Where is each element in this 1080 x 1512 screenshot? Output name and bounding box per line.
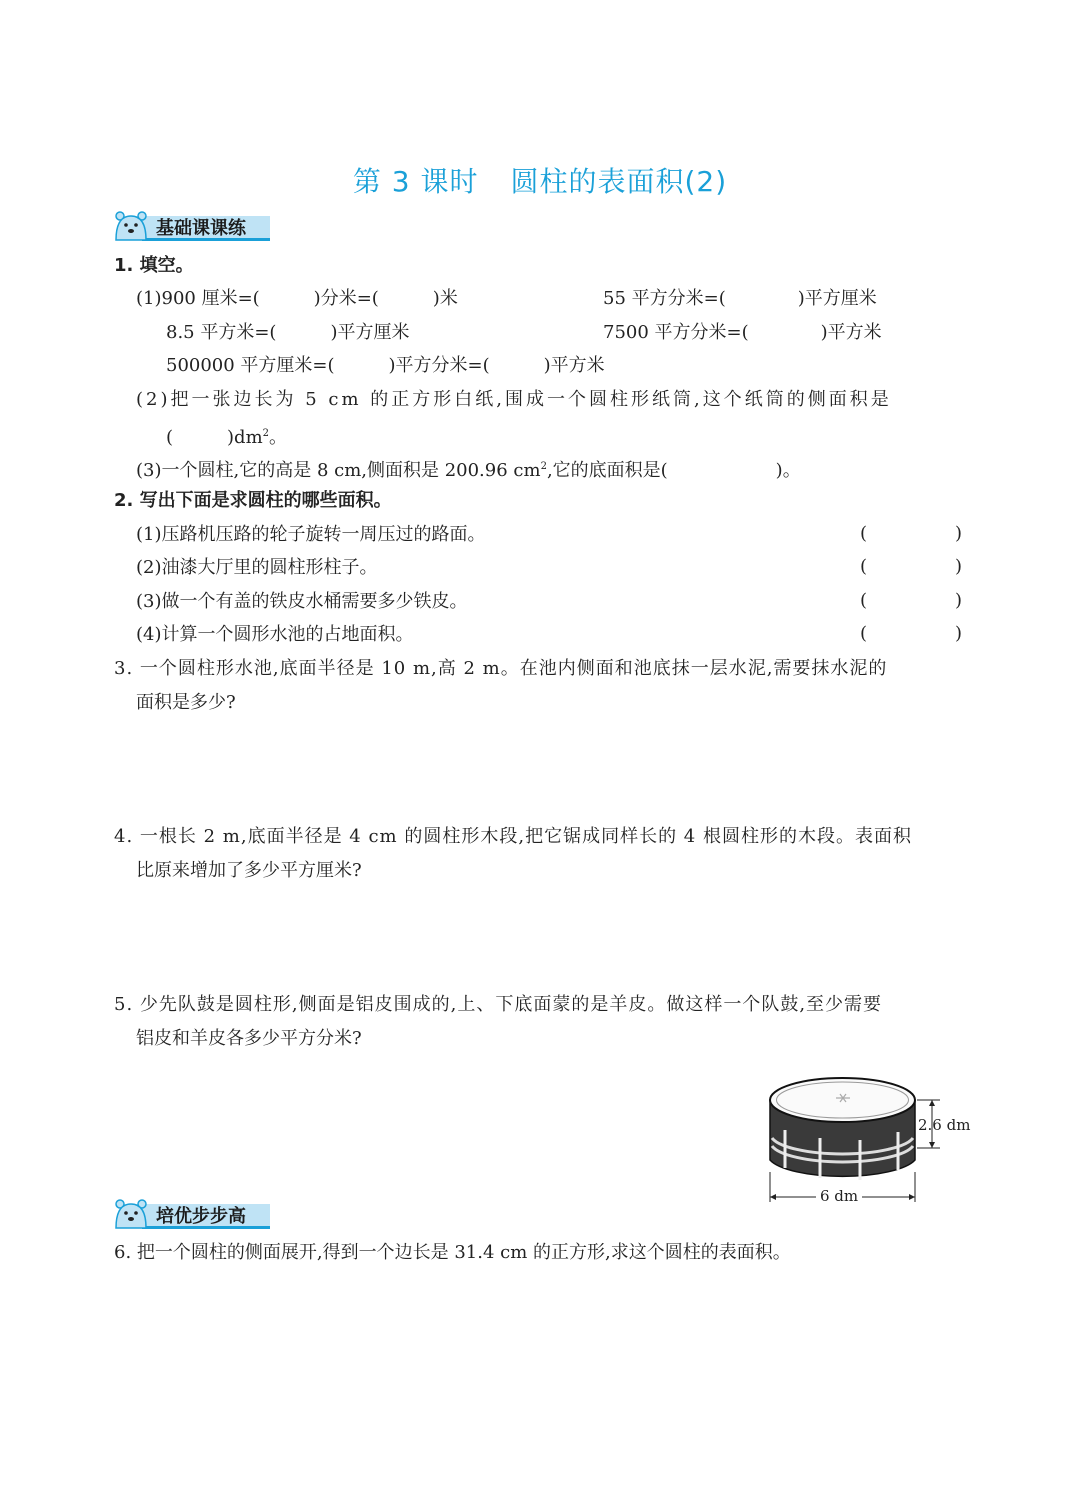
page-title <box>0 160 1080 200</box>
bear-icon <box>114 1198 150 1230</box>
answer-paren-close: ) <box>955 590 963 611</box>
section-label-basic: 基础课课练 <box>156 218 246 239</box>
section-banner-advanced <box>114 1198 274 1230</box>
q1-part3: (3)一个圆柱,它的高是 8 cm,侧面积是 200.96 $cm^2$,它的底面积是( )。 <box>136 460 801 481</box>
q3-line1: 3. 一个圆柱形水池,底面半径是 10 m,高 2 m。在池内侧面和池底抹一层水泥,需要抹水泥的 <box>114 658 888 679</box>
q2-item-4: (4)计算一个圆形水池的占地面积。 <box>136 624 414 645</box>
q4-line1: 4. 一根长 2 m,底面半径是 4 cm 的圆柱形木段,把它锯成同样长的 4 根圆柱形的木段。表面积 <box>114 826 912 847</box>
answer-paren-open: ( <box>860 523 868 544</box>
q1-part2-line1: (2)把一张边长为 5 cm 的正方形白纸,围成一个圆柱形纸筒,这个纸筒的侧面积是 <box>136 389 892 410</box>
q1-row1-left: (1)900 厘米=( )分米=( )米 <box>136 288 458 309</box>
q3-line2: 面积是多少? <box>136 692 236 713</box>
drum-top-face <box>770 1078 915 1122</box>
q6-line1: 6. 把一个圆柱的侧面展开,得到一个边长是 31.4 cm 的正方形,求这个圆柱的表面积。 <box>114 1242 791 1263</box>
q1-part2-line2: ( )$dm^2$。 <box>166 427 288 448</box>
q1-row2-left: 8.5 平方米=( )平方厘米 <box>166 322 410 343</box>
answer-paren-close: ) <box>955 556 963 577</box>
answer-paren-open: ( <box>860 556 868 577</box>
q2-heading: 2. 写出下面是求圆柱的哪些面积。 <box>114 490 392 511</box>
bear-icon <box>114 210 150 242</box>
q5-line2: 铝皮和羊皮各多少平方分米? <box>136 1028 362 1049</box>
lesson-number: 第 3 课时 <box>352 165 479 198</box>
answer-paren-close: ) <box>955 523 963 544</box>
q2-item-3: (3)做一个有盖的铁皮水桶需要多少铁皮。 <box>136 591 468 612</box>
lesson-topic: 圆柱的表面积(2) <box>510 165 728 198</box>
q1-row3: 500000 平方厘米=( )平方分米=( )平方米 <box>166 355 605 376</box>
section-banner-basic <box>114 210 274 242</box>
section-label-advanced: 培优步步高 <box>156 1206 246 1227</box>
q4-line2: 比原来增加了多少平方厘米? <box>136 860 362 881</box>
q5-line1: 5. 少先队鼓是圆柱形,侧面是铝皮围成的,上、下底面蒙的是羊皮。做这样一个队鼓,至少需要 <box>114 994 883 1015</box>
answer-paren-close: ) <box>955 623 963 644</box>
drum-diameter-label: 6 dm <box>820 1187 859 1205</box>
q1-row2-right: 7500 平方分米=( )平方米 <box>603 322 882 343</box>
q1-row1-right: 55 平方分米=( )平方厘米 <box>603 288 877 309</box>
q2-item-2: (2)油漆大厅里的圆柱形柱子。 <box>136 557 378 578</box>
drum-height-label: 2.6 dm <box>918 1116 971 1134</box>
q1-heading: 1. 填空。 <box>114 255 194 276</box>
answer-paren-open: ( <box>860 623 868 644</box>
q2-item-1: (1)压路机压路的轮子旋转一周压过的路面。 <box>136 524 486 545</box>
answer-paren-open: ( <box>860 590 868 611</box>
drum-figure <box>760 1060 980 1210</box>
